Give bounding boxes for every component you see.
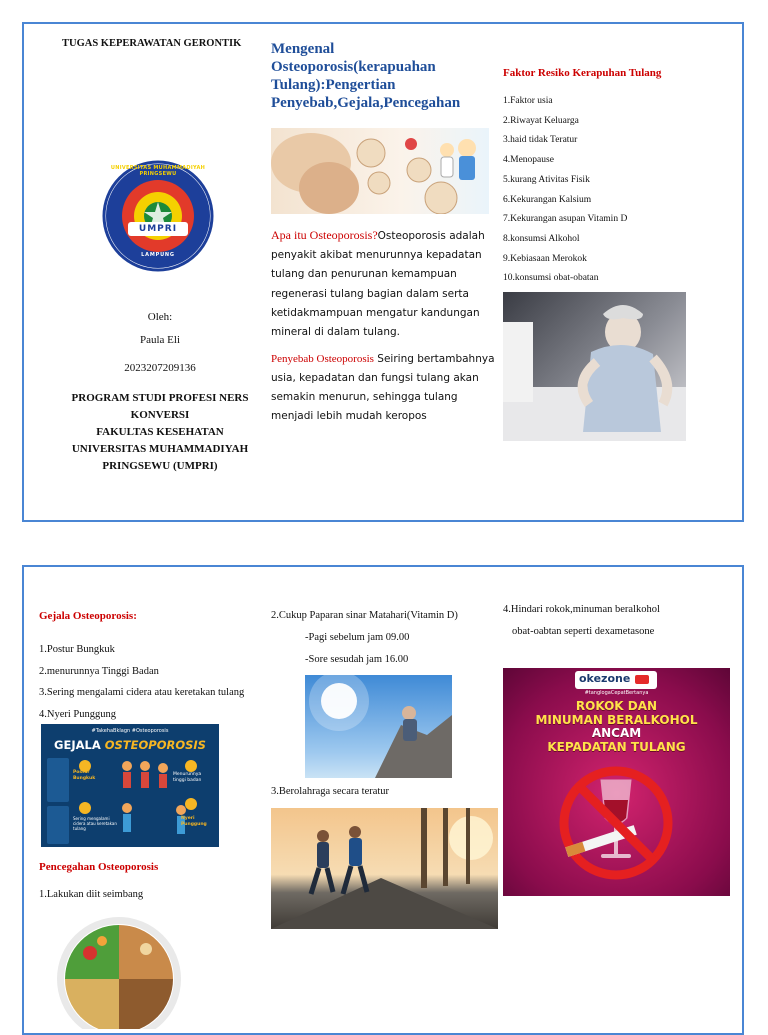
definition-text-3: tulang dan penurunan kemampuan bbox=[271, 268, 457, 281]
sun-evening-time: -Sore sesudah jam 16.00 bbox=[305, 654, 409, 665]
running-couple-photo bbox=[271, 808, 498, 929]
risk-factors-heading: Faktor Resiko Kerapuhan Tulang bbox=[503, 67, 662, 79]
logo-ring-text: UNIVERSITAS MUHAMMADIYAH PRINGSEWU bbox=[110, 165, 206, 177]
logo-bottom-text: LAMPUNG bbox=[141, 252, 175, 258]
okezone-logo-mark bbox=[635, 675, 649, 684]
author-name: Paula Eli bbox=[139, 334, 181, 346]
okezone-logo: okezone bbox=[579, 672, 631, 685]
cause-text-4: menjadi lebih mudah keropos bbox=[271, 410, 427, 422]
prevention-heading: Pencegahan Osteoporosis bbox=[39, 861, 159, 873]
no-smoking-alcohol-icon bbox=[551, 758, 681, 888]
program-line-1: PROGRAM STUDI PROFESI NERS bbox=[71, 392, 249, 404]
title-line-1: Mengenal bbox=[271, 41, 335, 57]
prevention-item-4-line-2: obat-oabtan seperti dexametasone bbox=[512, 626, 655, 637]
risk-factor-item: 4.Menopause bbox=[503, 155, 554, 166]
symptom-item: 4.Nyeri Punggung bbox=[39, 708, 116, 720]
bone-illustration bbox=[271, 128, 489, 214]
risk-factor-item: 7.Kekurangan asupan Vitamin D bbox=[503, 214, 628, 225]
definition-text-6: mineral di dalam tulang. bbox=[271, 326, 400, 339]
title-line-2: Osteoporosis(kerapuahan bbox=[271, 59, 436, 75]
poster-title-gejala: GEJALA bbox=[54, 738, 105, 752]
umpri-logo bbox=[102, 160, 214, 272]
program-line-2: KONVERSI bbox=[130, 409, 190, 421]
risk-factor-item: 10.konsumsi obat-obatan bbox=[503, 273, 599, 284]
definition-text-4: regenerasi tulang bagian dalam serta bbox=[271, 287, 469, 300]
poster-symptom-2: Menurunnya tinggi badan bbox=[173, 772, 202, 783]
definition-label: Apa itu Osteoporosis? bbox=[271, 228, 378, 242]
risk-factor-item: 5.kurang Ativitas Fisik bbox=[503, 174, 590, 185]
risk-factor-item: 8.konsumsi Alkohol bbox=[503, 233, 580, 244]
definition-text-1: Osteoporosis adalah bbox=[377, 230, 485, 242]
poster-symptom-1: Postur Bungkuk bbox=[73, 770, 96, 781]
elderly-woman-photo bbox=[503, 292, 686, 441]
university-line-2: PRINGSEWU (UMPRI) bbox=[102, 460, 218, 472]
risk-factor-item: 2.Riwayat Keluarga bbox=[503, 115, 579, 126]
symptom-item: 2.menurunnya Tinggi Badan bbox=[39, 665, 159, 677]
symptoms-poster bbox=[41, 724, 219, 847]
by-label: Oleh: bbox=[147, 311, 173, 323]
sunlight-photo bbox=[305, 675, 452, 778]
risk-factor-list bbox=[503, 92, 713, 289]
brochure-page-1 bbox=[22, 22, 744, 522]
headline-line-3: ANCAM bbox=[591, 726, 642, 740]
headline-line-2: MINUMAN BERALKOHOL bbox=[535, 712, 698, 727]
prevention-item-4-line-1: 4.Hindari rokok,minuman beralkohol bbox=[503, 604, 660, 615]
faculty-line: FAKULTAS KESEHATAN bbox=[96, 426, 224, 438]
cause-label: Penyebab Osteoporosis bbox=[271, 353, 374, 365]
definition-text-2: penyakit akibat menurunnya kepadatan bbox=[271, 249, 482, 262]
brochure-page-2 bbox=[22, 565, 744, 1035]
balanced-meal-plate bbox=[56, 917, 182, 1029]
title-line-4: Penyebab,Gejala,Pencegahan bbox=[271, 95, 461, 111]
poster-hashtag: #TakehaBklagn #Osteoporosis bbox=[91, 728, 169, 734]
poster-title-osteoporosis: OSTEOPOROSIS bbox=[104, 738, 206, 752]
poster-symptom-3: Sering mengalami cidera atau keretakan tulang bbox=[73, 816, 117, 831]
symptom-item: 3.Sering mengalami cidera atau keretakan tulang bbox=[39, 687, 245, 698]
definition-paragraph bbox=[271, 226, 501, 342]
risk-factor-item: 3.haid tidak Teratur bbox=[503, 135, 578, 146]
risk-factor-item: 9.Kebiasaan Merokok bbox=[503, 253, 587, 264]
okezone-tagline: #tanglogaCepatBertanya bbox=[584, 690, 649, 696]
poster-title bbox=[41, 738, 219, 752]
institution-block bbox=[60, 390, 260, 475]
headline-line-4: KEPADATAN TULANG bbox=[547, 739, 686, 754]
symptom-item: 1.Postur Bungkuk bbox=[39, 644, 115, 655]
sun-morning-time: -Pagi sebelum jam 09.00 bbox=[305, 632, 410, 643]
poster-headline bbox=[503, 700, 730, 754]
prevention-item-2: 2.Cukup Paparan sinar Matahari(Vitamin D) bbox=[271, 610, 458, 621]
university-line-1: UNIVERSITAS MUHAMMADIYAH bbox=[71, 443, 249, 455]
cause-text-3: semakin menurun, sehingga tulang bbox=[271, 391, 458, 403]
prevention-item-3: 3.Berolahraga secara teratur bbox=[271, 786, 390, 797]
definition-text-5: ketidakmampuan mengatur kandungan bbox=[271, 306, 480, 319]
brochure-title bbox=[271, 40, 501, 112]
student-id: 2023207209136 bbox=[124, 362, 196, 374]
risk-factor-item: 1.Faktor usia bbox=[503, 96, 553, 106]
cause-text-1: Seiring bertambahnya bbox=[373, 353, 495, 365]
cause-text-2: usia, kepadatan dan fungsi tulang akan bbox=[271, 372, 479, 384]
okezone-news-poster bbox=[503, 668, 730, 896]
prevention-item-1: 1.Lakukan diit seimbang bbox=[39, 889, 144, 900]
title-line-3: Tulang):Pengertian bbox=[271, 77, 396, 93]
cause-paragraph bbox=[271, 350, 501, 426]
poster-symptom-4: Nyeri Punggung bbox=[181, 816, 207, 827]
symptom-list bbox=[39, 639, 244, 725]
risk-factor-item: 6.Kekurangan Kalsium bbox=[503, 194, 592, 205]
logo-banner-text: UMPRI bbox=[138, 224, 178, 234]
course-title: TUGAS KEPERAWATAN GERONTIK bbox=[62, 38, 242, 49]
symptoms-heading: Gejala Osteoporosis: bbox=[39, 610, 137, 622]
headline-line-1: ROKOK DAN bbox=[575, 699, 658, 713]
